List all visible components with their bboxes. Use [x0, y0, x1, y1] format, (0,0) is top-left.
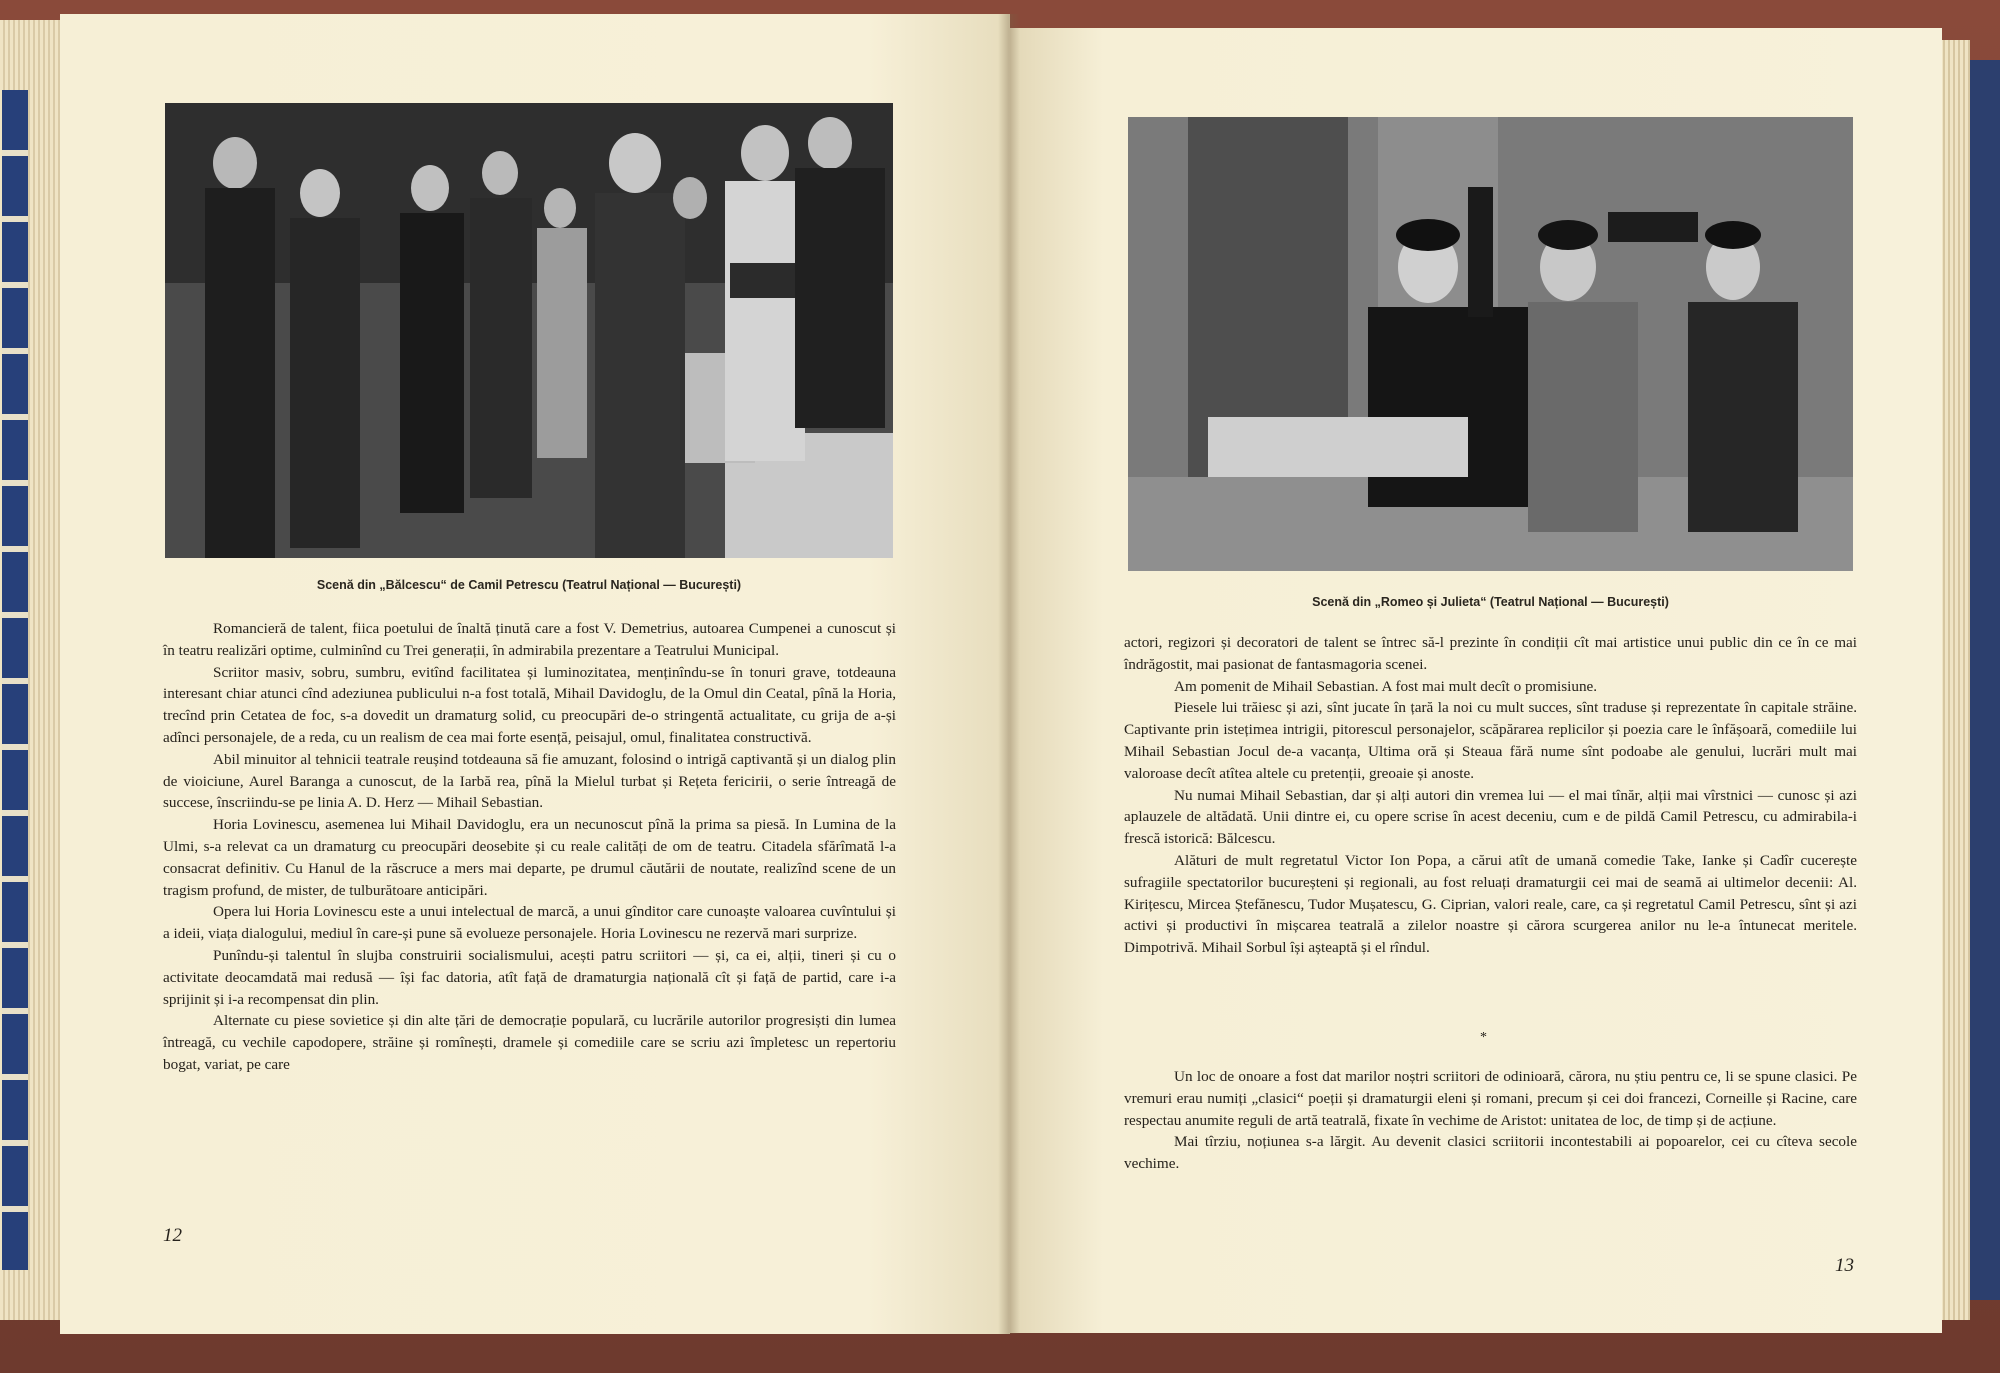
caption-romeo-juliet: Scenă din „Romeo și Julieta“ (Teatrul Național — București) [1312, 595, 1669, 609]
left-page-body [163, 618, 896, 1076]
paragraph: actori, regizori și decoratori de talent se întrec să-l prezinte în condiții cît mai artistice unui public din ce în ce mai îndrăgostit, mai pasionat de fantasmagoria scenei. [1124, 634, 1857, 673]
paragraph: Abil minuitor al tehnicii teatrale reușind totdeauna să fie amuzant, folosind o intrigă captivantă și un dialog plin de vioiciune, Aurel Baranga a cunoscut, de la Iarbă rea, pînă la Mielul turbat și Rețeta fericirii, o serie întreagă de succese, înscriindu-se pe linia A. D. Herz — Mihail Sebastian. [163, 750, 896, 812]
paragraph: Am pomenit de Mihail Sebastian. A fost mai mult decît o promisiune. [1174, 677, 1598, 695]
photo-balcescu-scene [165, 103, 893, 558]
paragraph: Punîndu-și talentul în slujba construirii socialismului, acești patru scriitori — și, ca ei, alții, tineri și cu o activitate deocamdată mai redusă — își fac datoria, atît față de dramaturgia națională cît și față de partid, care i-a sprijinit și i-a recompensat din plin. [163, 946, 896, 1008]
page-number-right: 13 [1835, 1255, 1854, 1276]
book-gutter [998, 14, 1020, 1334]
paragraph: Alternate cu piese sovietice și din alte țări de democrație populară, cu lucrările autorilor progresiști din lumea întreagă, cu vechile capodopere, străine și romînești, dramele și comediile care se scriu azi împletesc un repertoriu bogat, variat, pe care [163, 1012, 896, 1073]
paragraph: Romancieră de talent, fiica poetului de înaltă ținută care a fost V. Demetrius, autoarea Cumpenei a cunoscut și în teatru realizări optime, culminînd cu Trei generații, în admirabila prezentare a Teatrului Municipal. [163, 620, 896, 659]
paragraph: Opera lui Horia Lovinescu este a unui intelectual de marcă, a unui gînditor care cunoaște valoarea cuvîntului și a ideii, viața dialogului, mediul în care-și pune să evolueze personajele. Horia Lovinescu ne rezervă mari surprize. [163, 903, 896, 943]
section-separator: * [1480, 1030, 1487, 1045]
paragraph: Piesele lui trăiesc și azi, sînt jucate în țară la noi cu mult succes, sînt traduse și reprezentate în capitale străine. Captivante prin istețimea intrigii, pitorescul personajelor, scăpărarea replicilor și poezia care le înfășoară, comediile lui Mihail Sebastian Jocul de-a vacanța, Ultima oră și Steaua fără nume sînt podoabe ale genului, lucrări mult mai valoroase decît atîtea altele cu pretenții, greoaie și anoste. [1124, 699, 1857, 782]
paragraph: Alături de mult regretatul Victor Ion Popa, a cărui atît de umană comedie Take, Ianke și Cadîr cucerește sufragiile spectatorilor bucureșteni și regionali, au fost reluați dramaturgii cei mai de seamă ai ultimelor decenii: Al. Kirițescu, Mircea Ștefănescu, Tudor Mușatescu, G. Ciprian, valori reale, care, ca și regretatul Camil Petrescu, sînt și azi activi și productivi în mișcarea teatrală a zilelor noastre și cărora scurgerea anilor nu le-a întunecat meritele. Dimpotrivă. Mihail Sorbul își așteaptă și el rîndul. [1124, 851, 1857, 957]
right-page-body-continued [1124, 1066, 1857, 1175]
paragraph: Horia Lovinescu, asemenea lui Mihail Davidoglu, era un necunoscut pînă la prima sa piesă. In Lumina de la Ulmi, s-a relevat ca un dramaturg cu preocupări deosebite și cu reale calități de om de teatru. Citadela sfărîmată l-a consacrat definitiv. Cu Hanul de la răscruce a mers mai departe, pe drumul căutării de noutate, realizînd scene de un tragism profund, de mister, de tulburătoare anticipări. [163, 816, 896, 899]
left-binding-tape [2, 90, 28, 1270]
page-number-left: 12 [163, 1225, 182, 1246]
photo-romeo-juliet-scene [1128, 117, 1853, 571]
paragraph: Scriitor masiv, sobru, sumbru, evitînd facilitatea și luminozitatea, menținîndu-se în tonuri grave, totdeauna interesant chiar atunci cînd adeziunea publicului n-a fost totală, Mihail Davidoglu, de la Omul din Ceatal, pînă la Horia, trecînd prin Cetatea de foc, s-a dovedit un dramaturg solid, cu preocupări de-o stringentă actualitate, cu grija de a-și adînci personajele, de a reda, cu un realism de cea mai forte esență, peisajul, omul, finalitatea constructivă. [163, 663, 896, 746]
paragraph: Mai tîrziu, noțiunea s-a lărgit. Au devenit clasici scriitorii incontestabili ai popoarelor, cei cu cîteva secole vechime. [1124, 1133, 1857, 1173]
paragraph: Nu numai Mihail Sebastian, dar și alți autori din vremea lui — el mai tînăr, alții mai vîrstnici — cunosc și azi aplauzele de altădată. Unii dintre ei, cu opere scrise în acest deceniu, cum e de pildă Camil Petrescu, cu admirabila-i frescă istorică: Bălcescu. [1124, 786, 1857, 848]
right-page-body [1124, 632, 1857, 959]
book-binding-strip [1968, 60, 2000, 1300]
paragraph: Un loc de onoare a fost dat marilor noștri scriitori de odinioară, cărora, nu știu pentru ce, li se spune clasici. Pe vremuri erau numiți „clasici“ poeții și dramaturgii eleni și romani, precum și cei doi francezi, Corneille și Racine, care respectau anumite reguli de artă teatrală, fixate în vechime de Aristot: unitatea de loc, de timp și de acțiune. [1124, 1068, 1857, 1129]
right-page-edges [1940, 40, 1970, 1320]
caption-balcescu: Scenă din „Bălcescu“ de Camil Petrescu (Teatrul Național — București) [316, 578, 742, 592]
